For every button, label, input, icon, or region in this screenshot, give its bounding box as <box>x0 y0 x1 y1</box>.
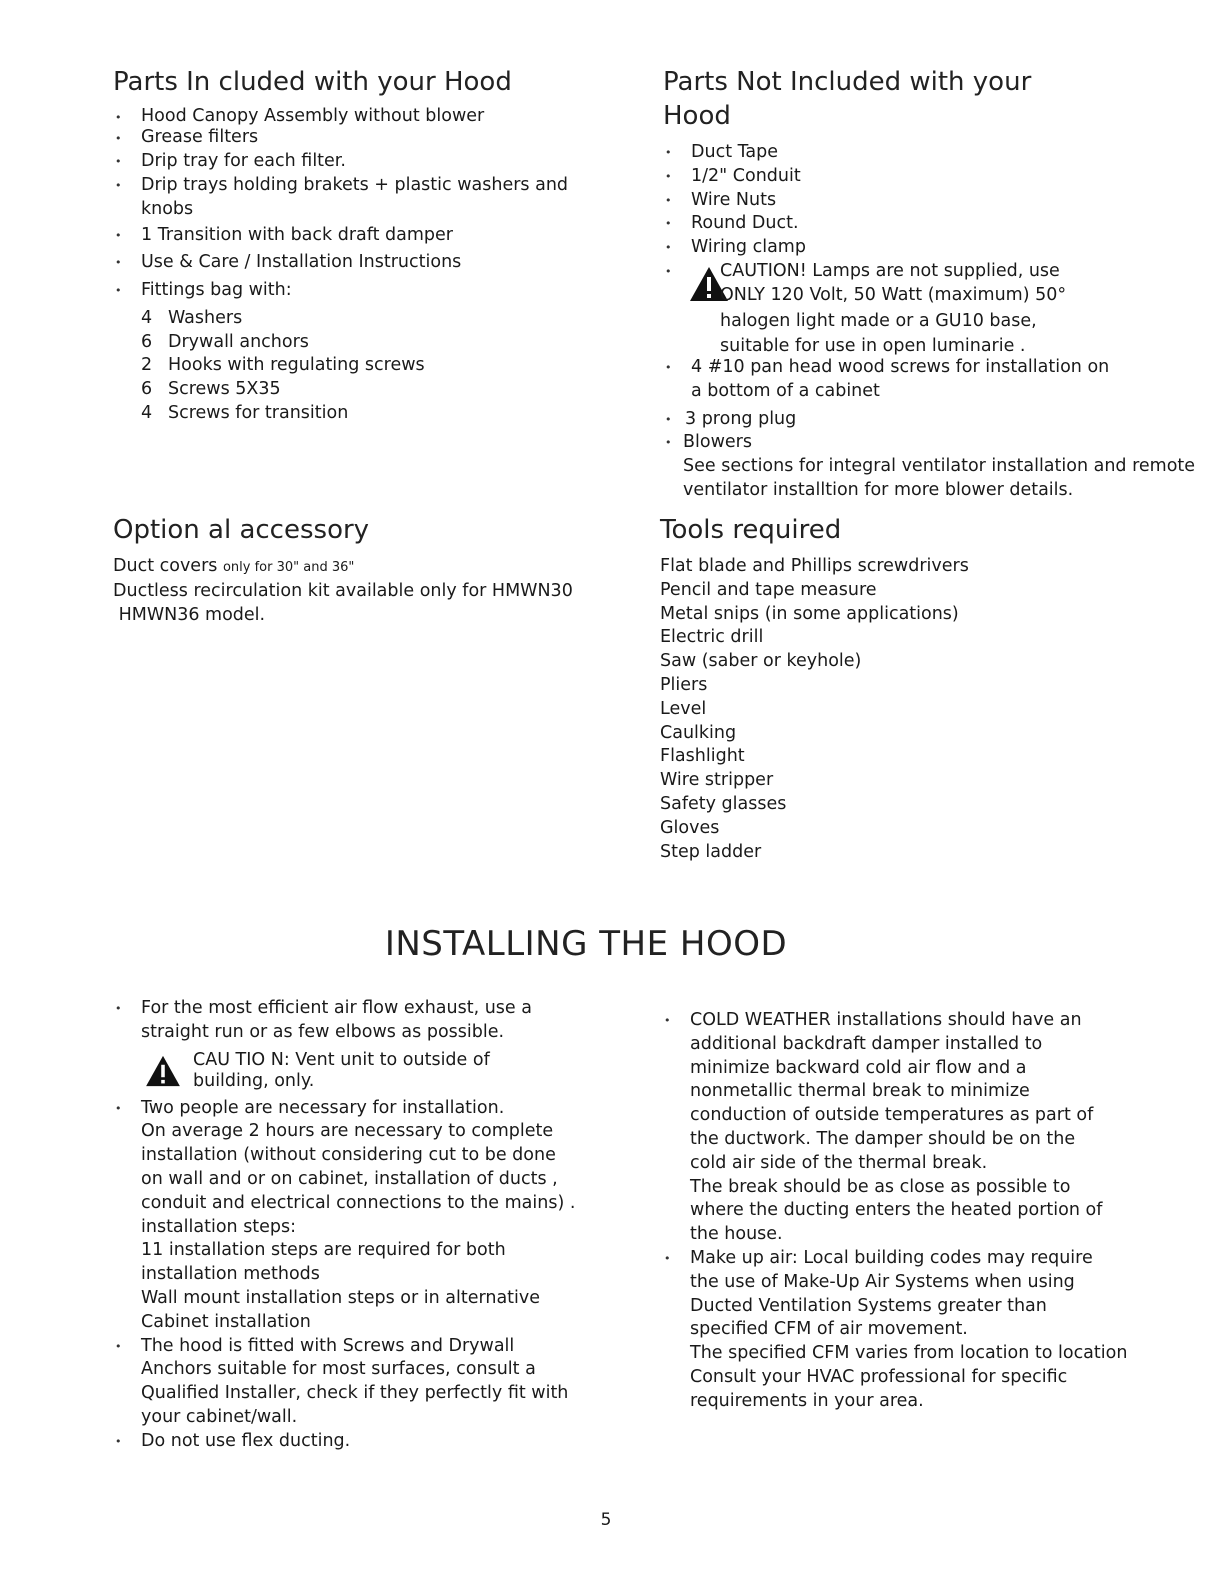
text-line: minimize backward cold air flow and a <box>690 1057 1027 1078</box>
text-line: Consult your HVAC professional for specific <box>690 1366 1068 1387</box>
vent-caution <box>141 1049 583 1097</box>
fitting-qty: 6 <box>141 379 153 400</box>
list-item <box>113 402 583 426</box>
list-item <box>113 378 583 402</box>
parts-not-included-heading <box>663 65 1183 133</box>
list-item: • Use & Care / Installation Instructions <box>113 251 583 275</box>
text-line: 11 installation steps are required for both <box>141 1240 506 1261</box>
list-item: Pliers <box>660 674 708 695</box>
list-item <box>662 1247 1162 1414</box>
duct-covers-line <box>113 555 613 580</box>
caution-line: ONLY 120 Volt, 50 Watt (maximum) 50° <box>720 284 1067 305</box>
blowers-note: See sections for integral ventilator installation and remote <box>683 456 1196 477</box>
text-line: requirements in your area. <box>690 1390 924 1411</box>
text-line: the use of Make-Up Air Systems when using <box>690 1271 1075 1292</box>
text-line: the ductwork. The damper should be on the <box>690 1128 1076 1149</box>
optional-accessory-heading: Option al accessory <box>113 515 370 545</box>
list-item <box>113 354 583 378</box>
text-line: Ducted Ventilation Systems greater than <box>690 1295 1047 1316</box>
list-item <box>113 1335 583 1430</box>
list-item: • Grease filters <box>113 127 583 148</box>
installing-right-list <box>662 1009 1162 1414</box>
text-line: Wall mount installation steps or in alternative <box>141 1287 541 1308</box>
list-item: • 1 Transition with back draft damper <box>113 224 583 248</box>
lamp-caution <box>720 260 1066 359</box>
list-item <box>113 331 583 355</box>
fitting-label: Screws for transition <box>168 402 349 423</box>
list-item: Metal snips (in some applications) <box>660 603 959 624</box>
text-line: the house. <box>690 1224 783 1245</box>
list-item: • Round Duct. <box>663 212 1183 236</box>
list-item <box>662 1009 1162 1247</box>
screws-line: a bottom of a cabinet <box>691 380 880 401</box>
text-line: Cabinet installation <box>141 1311 311 1332</box>
list-item: • Hood Canopy Assembly without blower <box>113 106 583 127</box>
warning-icon <box>145 1055 181 1087</box>
list-item: Electric drill <box>660 627 764 648</box>
list-item: Caulking <box>660 722 737 743</box>
fitting-qty: 6 <box>141 331 153 352</box>
duct-covers-note: only for 30" and 36" <box>222 560 355 575</box>
installing-left-column <box>113 997 583 1454</box>
caution-line: • CAUTION! Lamps are not supplied, use <box>720 260 1060 281</box>
list-item <box>113 997 583 1097</box>
list-item: • Duct Tape <box>663 141 1183 165</box>
text-line: additional backdraft damper installed to <box>690 1033 1043 1054</box>
list-item: • 1/2" Conduit <box>663 165 1183 189</box>
text-line: conduit and electrical connections to the mains) . <box>141 1192 576 1213</box>
fitting-label: Washers <box>168 307 243 328</box>
screws-line: • 4 #10 pan head wood screws for installation on <box>691 356 1110 377</box>
page-number: 5 <box>600 1510 612 1530</box>
list-item: • Wire Nuts <box>663 189 1183 213</box>
heading-line: Hood <box>663 101 731 131</box>
text-line: on wall and or on cabinet, installation of ducts , <box>141 1168 558 1189</box>
list-item: Flashlight <box>660 746 745 767</box>
parts-not-included-section <box>663 65 1196 503</box>
installing-title: INSTALLING THE HOOD <box>384 924 788 964</box>
fitting-qty: 4 <box>141 402 153 423</box>
list-item: Gloves <box>660 817 720 838</box>
caution-line: building, only. <box>193 1071 315 1092</box>
text-line: On average 2 hours are necessary to complete <box>141 1121 554 1142</box>
caution-line: suitable for use in open luminarie . <box>720 336 1026 357</box>
text-line: cold air side of the thermal break. <box>690 1152 988 1173</box>
installing-right-column <box>662 1009 1162 1414</box>
list-item <box>113 307 583 331</box>
tools-required-section <box>660 513 1160 864</box>
blowers-label: • Blowers <box>683 432 752 453</box>
fitting-label: Hooks with regulating screws <box>168 355 425 376</box>
text-line: Qualified Installer, check if they perfectly fit with <box>141 1383 569 1404</box>
optional-accessory-body <box>113 555 613 627</box>
text-line: The specified CFM varies from location to location <box>690 1343 1128 1364</box>
list-item: • 3 prong plug <box>663 408 1183 432</box>
fittings-list <box>113 307 583 426</box>
duct-covers-label: Duct covers <box>113 556 218 576</box>
text-line: installation methods <box>141 1264 320 1285</box>
optional-accessory-section <box>113 513 613 627</box>
text-line: your cabinet/wall. <box>141 1406 298 1427</box>
installing-left-list <box>113 997 583 1454</box>
tools-required-heading: Tools required <box>660 515 842 545</box>
list-item <box>663 356 1183 404</box>
text-line: • COLD WEATHER installations should have an <box>690 1010 1082 1030</box>
tools-list <box>660 555 1160 864</box>
list-item: • Fittings bag with: <box>113 279 583 303</box>
text-line: • Make up air: Local building codes may require <box>690 1247 1093 1268</box>
list-item <box>663 431 1196 502</box>
blowers-note: ventilator installtion for more blower details. <box>683 479 1074 500</box>
caution-line: halogen light made or a GU10 base, <box>720 310 1037 331</box>
fitting-qty: 4 <box>141 307 153 328</box>
text-line: The break should be as close as possible to <box>690 1176 1071 1197</box>
list-item: • Do not use flex ducting. <box>113 1430 583 1454</box>
kit-line: HMWN36 model. <box>113 604 266 625</box>
text-line: installation (without considering cut to be done <box>141 1145 556 1166</box>
kit-line: Ductless recirculation kit available only for HMWN30 <box>113 580 573 601</box>
list-item: Level <box>660 698 707 719</box>
heading-line: Parts Not Included with your <box>663 67 1032 97</box>
parts-included-heading: Parts In cluded with your Hood <box>113 67 512 97</box>
list-item: Pencil and tape measure <box>660 579 877 600</box>
text-line: • The hood is fitted with Screws and Drywall <box>141 1335 515 1356</box>
list-item: • Wiring clamp <box>663 236 1183 260</box>
text-line: installation steps: <box>141 1216 297 1237</box>
list-item: Safety glasses <box>660 793 787 814</box>
list-item: • Drip trays holding brakets + plastic washers and knobs <box>113 174 583 222</box>
list-item: • Drip tray for each filter. <box>113 150 583 174</box>
text-line: • For the most efficient air flow exhaust, use a <box>141 998 532 1018</box>
text-line: • Two people are necessary for installation. <box>141 1097 505 1118</box>
list-item: Saw (saber or keyhole) <box>660 651 862 672</box>
text-line: specified CFM of air movement. <box>690 1319 968 1340</box>
list-item <box>113 1097 583 1335</box>
fitting-label: Drywall anchors <box>168 331 309 352</box>
list-item: Step ladder <box>660 841 762 862</box>
text-line: straight run or as few elbows as possible. <box>141 1021 505 1042</box>
fitting-label: Screws 5X35 <box>168 379 281 400</box>
text-line: Anchors suitable for most surfaces, consult a <box>141 1359 536 1380</box>
text-line: nonmetallic thermal break to minimize <box>690 1081 1030 1102</box>
parts-included-section <box>113 65 583 426</box>
text-line: conduction of outside temperatures as part of <box>690 1105 1094 1126</box>
list-item: Wire stripper <box>660 770 774 791</box>
text-line: where the ducting enters the heated portion of <box>690 1200 1103 1221</box>
fitting-qty: 2 <box>141 355 153 376</box>
list-item <box>663 260 1183 357</box>
parts-included-list <box>113 106 583 303</box>
parts-not-included-list <box>663 141 1196 503</box>
list-item: Flat blade and Phillips screwdrivers <box>660 556 969 576</box>
caution-line: CAU TIO N: Vent unit to outside of <box>193 1049 490 1070</box>
